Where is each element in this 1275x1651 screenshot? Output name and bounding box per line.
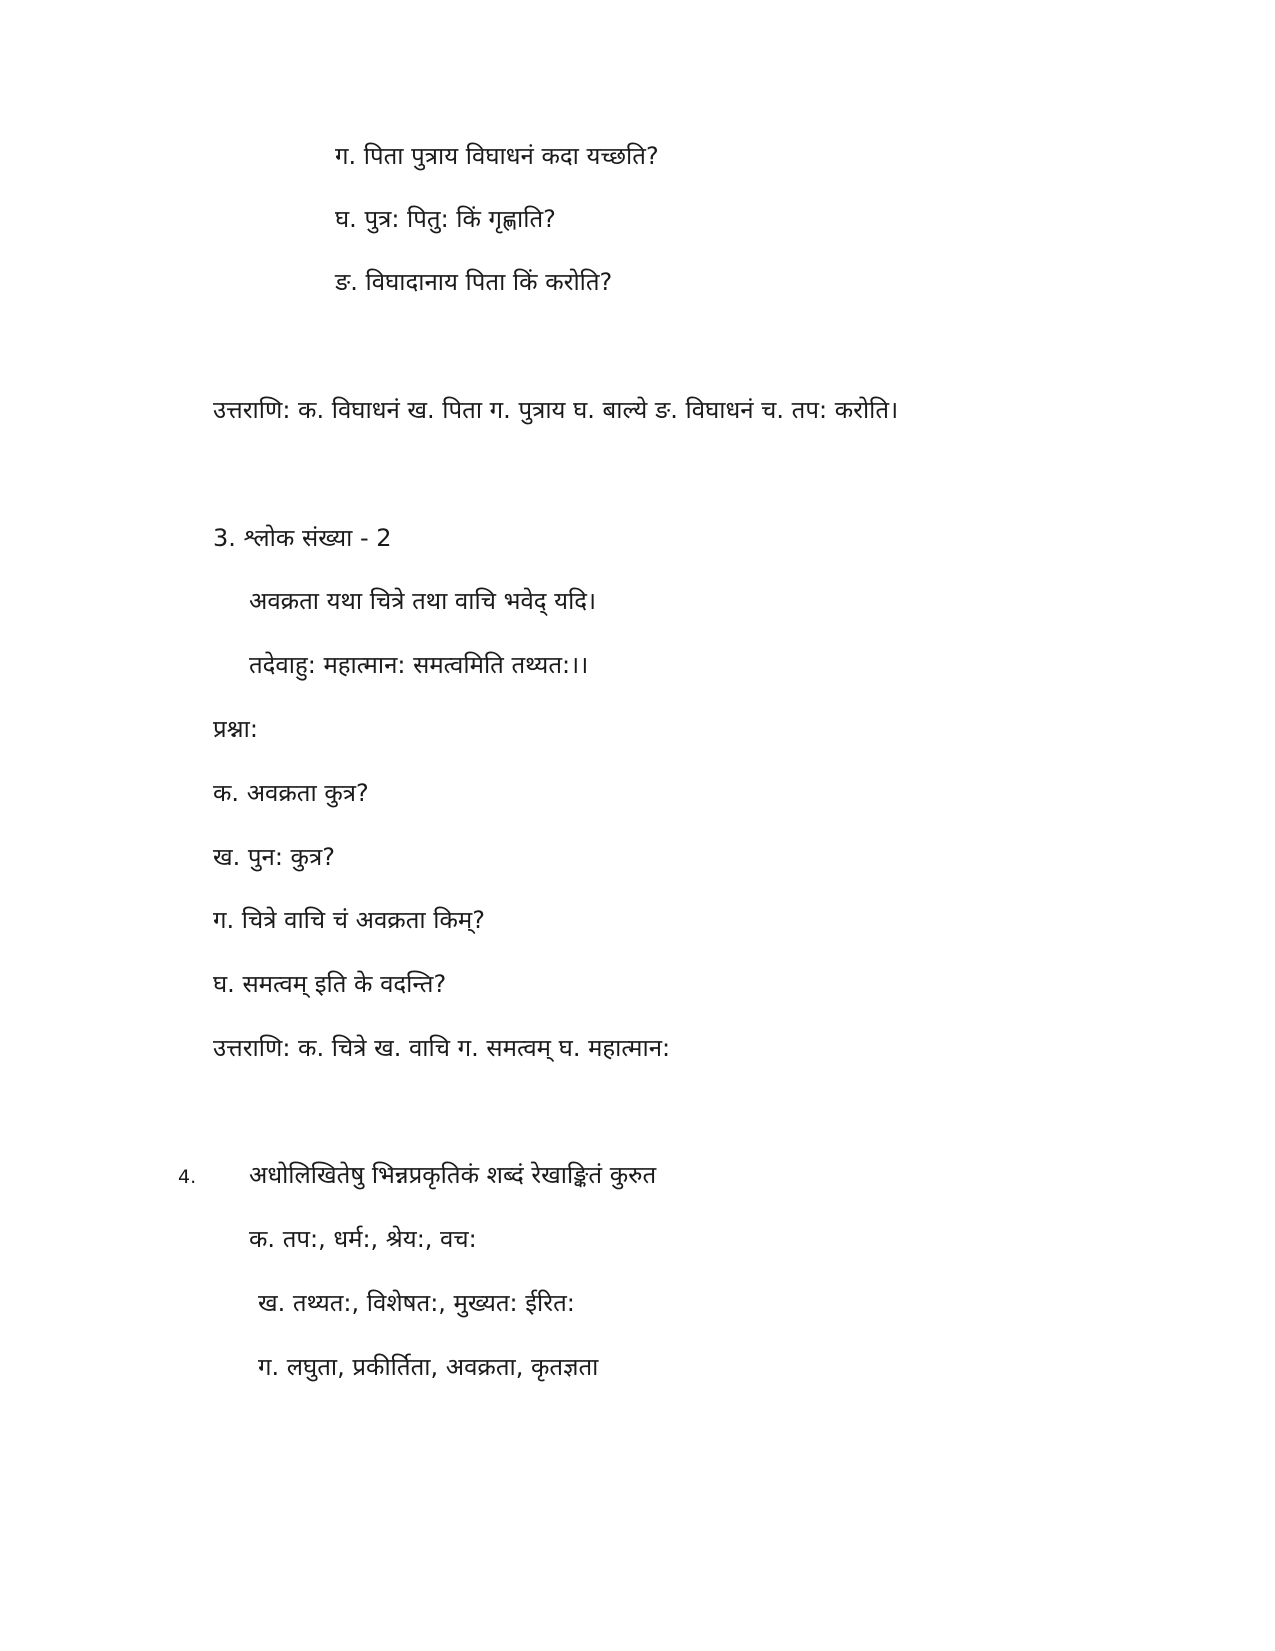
- question-ga: ग. पिता पुत्राय विघाधनं कदा यच्छति?: [335, 142, 659, 170]
- list-item: क. तप:, धर्म:, श्रेय:, वच:: [249, 1225, 477, 1253]
- answers-section-3: उत्तराणि: क. चित्रे ख. वाचि ग. समत्वम् घ. महात्मान:: [213, 1034, 671, 1062]
- list-item: ख. तथ्यत:, विशेषत:, मुख्यत: ईरित:: [258, 1289, 575, 1317]
- question-ga: ग. चित्रे वाचि चं अवक्रता किम्?: [213, 906, 485, 934]
- prashna-label: प्रश्ना:: [213, 715, 258, 743]
- shloka-line-2: तदेवाहु: महात्मान: समत्वमिति तथ्यत:।।: [249, 651, 589, 679]
- section-4-number: 4.: [178, 1166, 197, 1188]
- question-kha: ख. पुन: कुत्र?: [213, 843, 335, 871]
- shloka-line-1: अवक्रता यथा चित्रे तथा वाचि भवेद् यदि।: [249, 587, 597, 615]
- question-gha: घ. पुत्र: पितु: किं गृह्णाति?: [335, 205, 556, 233]
- question-ka: क. अवक्रता कुत्र?: [213, 779, 369, 807]
- question-gha: घ. समत्वम् इति के वदन्ति?: [213, 970, 447, 998]
- question-nga: ङ. विघादानाय पिता किं करोति?: [335, 268, 613, 296]
- answers-section-2: उत्तराणि: क. विघाधनं ख. पिता ग. पुत्राय घ. बाल्ये ङ. विघाधनं च. तप: करोति।: [213, 396, 899, 424]
- section-3-heading: 3. श्लोक संख्या - 2: [213, 524, 392, 552]
- section-4-heading: अधोलिखितेषु भिन्नप्रकृतिकं शब्दं रेखाङ्कितं कुरुत: [249, 1161, 657, 1189]
- list-item: ग. लघुता, प्रकीर्तिता, अवक्रता, कृतज्ञता: [258, 1353, 599, 1381]
